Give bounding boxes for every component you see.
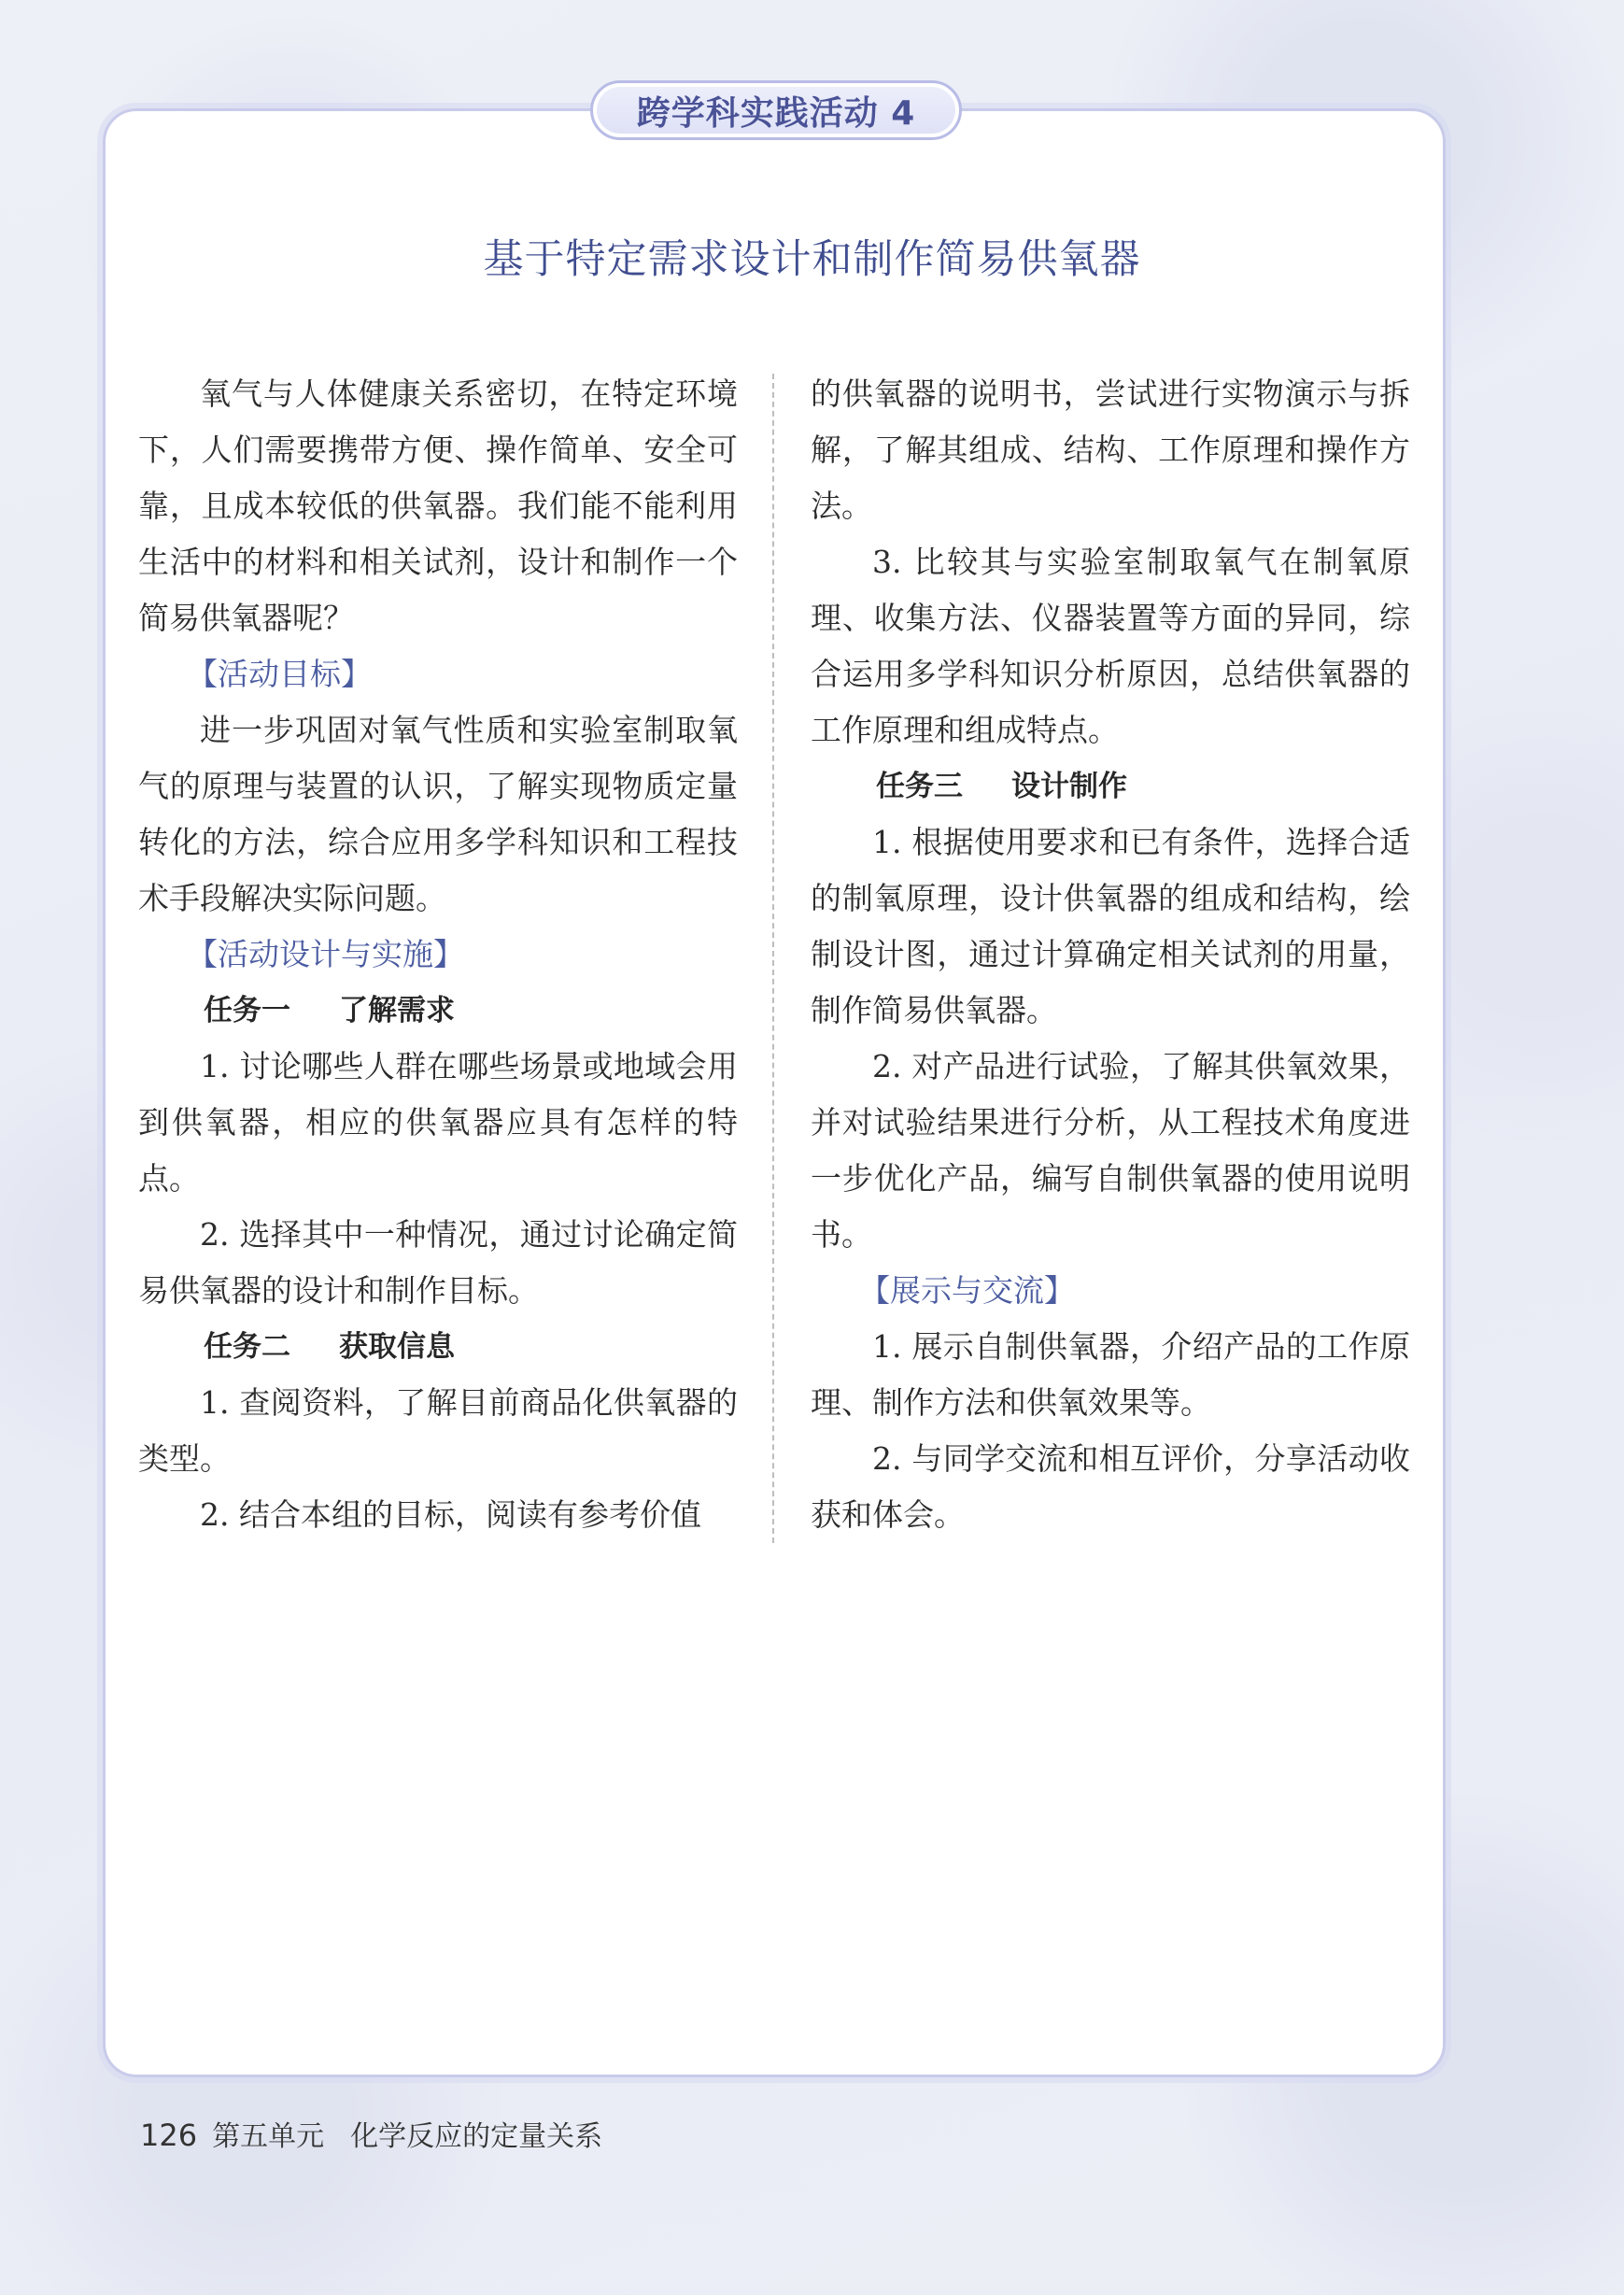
task1-name: 了解需求: [339, 994, 455, 1027]
footer-chapter: 化学反应的定量关系: [350, 2120, 603, 2153]
show-item-2: 2. 与同学交流和相互评价，分享活动收获和体会。: [811, 1440, 1410, 1533]
task2-heading: [138, 1319, 738, 1375]
left-column: [138, 366, 738, 1543]
task1-item-2: 2. 选择其中一种情况，通过讨论确定简易供氧器的设计和制作目标。: [138, 1216, 738, 1309]
activity-badge: [590, 80, 962, 140]
task2-item-1: 1. 查阅资料，了解目前商品化供氧器的类型。: [138, 1384, 738, 1477]
task2-item-2-continued: 的供氧器的说明书，尝试进行实物演示与拆解，了解其组成、结构、工作原理和操作方法。: [811, 375, 1410, 524]
show-heading: 【展示与交流】: [859, 1272, 1075, 1309]
design-heading: 【活动设计与实施】: [187, 936, 464, 972]
column-divider: [772, 374, 774, 1543]
task2-number: 任务二: [204, 1330, 290, 1364]
task3-name: 设计制作: [1011, 770, 1127, 803]
goal-heading: 【活动目标】: [187, 656, 372, 692]
task1-heading: [138, 983, 738, 1039]
task3-item-2: 2. 对产品进行试验，了解其供氧效果，并对试验结果进行分析，从工程技术角度进一步优化产品，编写自制供氧器的使用说明书。: [811, 1048, 1410, 1253]
page-footer: [140, 2113, 602, 2154]
task1-number: 任务一: [204, 994, 290, 1027]
task3-heading: [811, 758, 1410, 815]
intro-paragraph: 氧气与人体健康关系密切，在特定环境下，人们需要携带方便、操作简单、安全可靠，且成本较低的供氧器。我们能不能利用生活中的材料和相关试剂，设计和制作一个简易供氧器呢？: [138, 375, 738, 636]
task3-item-1: 1. 根据使用要求和已有条件，选择合适的制氧原理，设计供氧器的组成和结构，绘制设计图，通过计算确定相关试剂的用量，制作简易供氧器。: [811, 824, 1410, 1028]
task2-item-3: 3. 比较其与实验室制取氧气在制氧原理、收集方法、仪器装置等方面的异同，综合运用多学科知识分析原因，总结供氧器的工作原理和组成特点。: [811, 544, 1410, 748]
task3-number: 任务三: [876, 770, 963, 803]
page-title: 基于特定需求设计和制作简易供氧器: [483, 236, 1141, 283]
activity-badge-label: 跨学科实践活动 4: [597, 87, 955, 134]
page-number: 126: [140, 2118, 198, 2153]
footer-unit: 第五单元: [212, 2120, 325, 2153]
task2-name: 获取信息: [339, 1330, 455, 1364]
show-item-1: 1. 展示自制供氧器，介绍产品的工作原理、制作方法和供氧效果等。: [811, 1328, 1410, 1421]
right-column: [811, 366, 1410, 1543]
goal-paragraph: 进一步巩固对氧气性质和实验室制取氧气的原理与装置的认识，了解实现物质定量转化的方法，综合应用多学科知识和工程技术手段解决实际问题。: [138, 712, 738, 916]
task1-item-1: 1. 讨论哪些人群在哪些场景或地域会用到供氧器，相应的供氧器应具有怎样的特点。: [138, 1048, 738, 1197]
task2-item-2: 2. 结合本组的目标，阅读有参考价值: [200, 1496, 701, 1533]
